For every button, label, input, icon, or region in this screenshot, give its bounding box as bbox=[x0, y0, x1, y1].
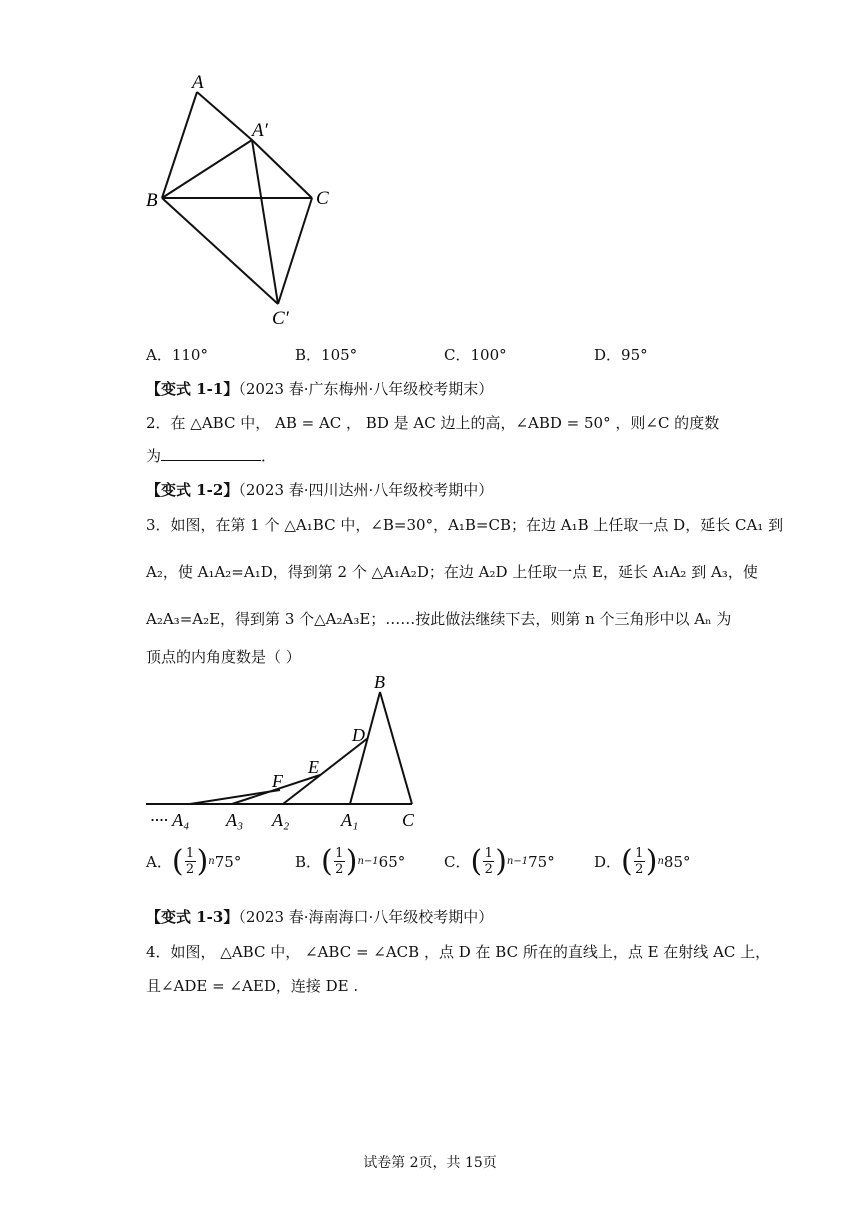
figure-triangle-sequence bbox=[140, 672, 430, 832]
label-B: B bbox=[374, 672, 385, 692]
label-C: C bbox=[316, 188, 329, 209]
question-3-line-4: 顶点的内角度数是（ ） bbox=[146, 648, 301, 666]
question-3-line-3: A₂A₃=A₂E，得到第 3 个△A₂A₃E；……按此做法继续下去，则第 n 个三角形中以 Aₙ 为 bbox=[146, 610, 732, 628]
choice-c[interactable]: C． ( $\frac{1}{2}$ ) n−1 75° bbox=[444, 843, 555, 879]
choice-d[interactable]: D． ( $\frac{1}{2}$ ) n 85° bbox=[594, 843, 691, 879]
label-C: C bbox=[402, 810, 415, 830]
variant-heading-1-2: 【变式 1-2】（2023 春·四川达州·八年级校考期中） bbox=[146, 481, 494, 499]
label-B: B bbox=[146, 190, 158, 211]
choice-d[interactable]: D．95° bbox=[594, 346, 648, 364]
choice-b[interactable]: B．105° bbox=[295, 346, 358, 364]
label-D: D bbox=[352, 725, 365, 745]
label-A4: ···· A₄ bbox=[150, 810, 190, 830]
q1-choices bbox=[146, 344, 786, 370]
label-A-prime: A′ bbox=[252, 120, 268, 141]
label-A2: A₂ bbox=[272, 810, 290, 830]
question-3-line-2: A₂，使 A₁A₂=A₁D，得到第 2 个 △A₁A₂D；在边 A₂D 上任取一点 E，延长 A₁A₂ 到 A₃，使 bbox=[146, 563, 758, 581]
question-4-line-2: 且∠ADE = ∠AED，连接 DE . bbox=[146, 977, 359, 995]
choice-a[interactable]: A． ( $\frac{1}{2}$ ) n 75° bbox=[146, 843, 242, 879]
question-3-line-1: 3．如图，在第 1 个 △A₁BC 中，∠B=30°，A₁B=CB；在边 A₁B 上任取一点 D，延长 CA₁ 到 bbox=[146, 516, 784, 534]
answer-blank[interactable] bbox=[161, 446, 261, 461]
figure-quadrilateral bbox=[140, 68, 340, 333]
choice-c[interactable]: C．100° bbox=[444, 346, 507, 364]
label-A3: A₃ bbox=[226, 810, 244, 830]
page-footer: 试卷第 2页，共 15页 bbox=[363, 1155, 497, 1171]
label-E: E bbox=[308, 757, 319, 777]
question-2-line-2: 为 ． bbox=[146, 447, 277, 465]
label-F: F bbox=[272, 771, 283, 791]
q3-choices bbox=[146, 843, 786, 886]
variant-heading-1-1: 【变式 1-1】（2023 春·广东梅州·八年级校考期末） bbox=[146, 380, 494, 398]
choice-b[interactable]: B． ( $\frac{1}{2}$ ) n−1 65° bbox=[295, 843, 406, 879]
variant-heading-1-3: 【变式 1-3】（2023 春·海南海口·八年级校考期中） bbox=[146, 908, 494, 926]
question-4-line-1: 4．如图， △ABC 中， ∠ABC = ∠ACB ，点 D 在 BC 所在的直线上，点 E 在射线 AC 上， bbox=[146, 943, 771, 961]
label-C-prime: C′ bbox=[272, 308, 289, 329]
question-2-line-1: 2．在 △ABC 中， AB = AC ， BD 是 AC 边上的高，∠ABD = 50° ，则∠C 的度数 bbox=[146, 414, 720, 432]
label-A: A bbox=[192, 72, 204, 93]
label-A1: A₁ bbox=[341, 810, 359, 830]
choice-a[interactable]: A．110° bbox=[146, 346, 208, 364]
